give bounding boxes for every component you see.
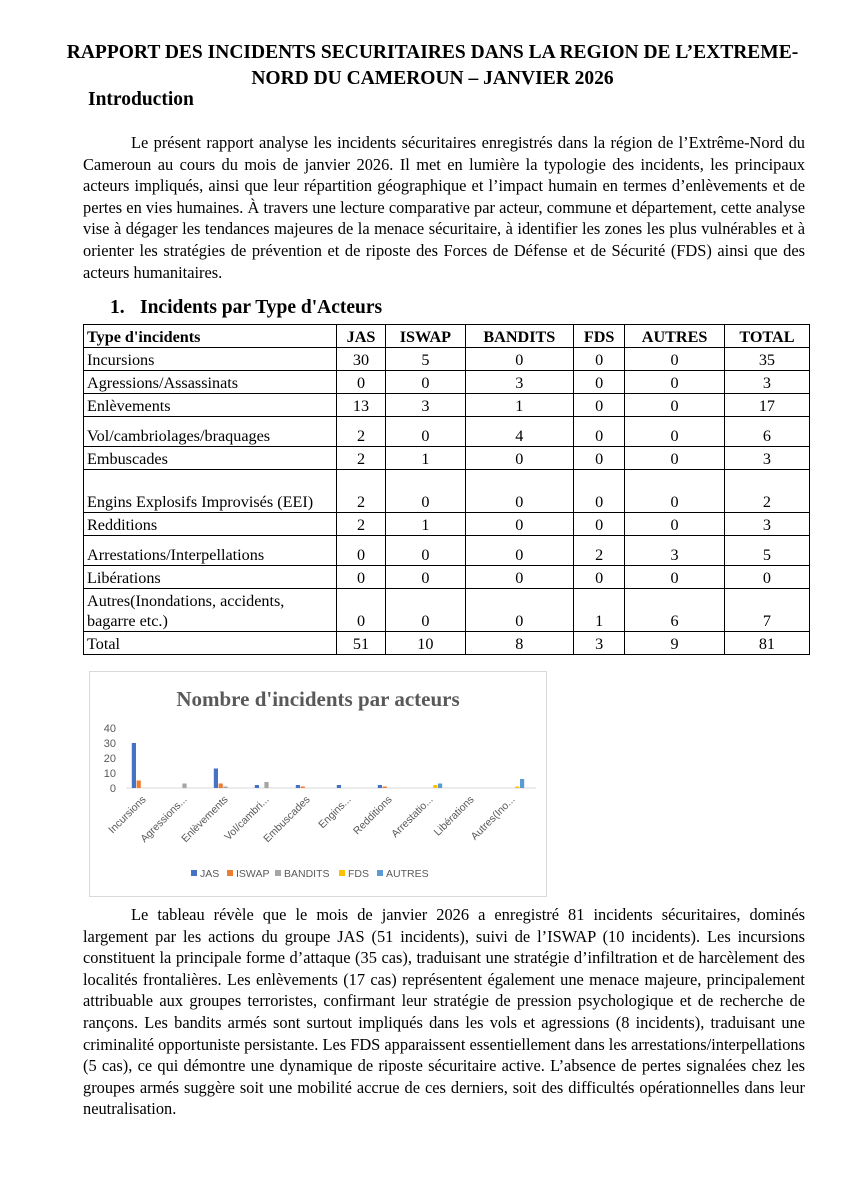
chart-title: Nombre d'incidents par acteurs xyxy=(176,687,460,711)
cell-total: 3 xyxy=(724,447,809,470)
cell-autres: 0 xyxy=(625,447,724,470)
cell-fds: 0 xyxy=(573,513,624,536)
report-title: RAPPORT DES INCIDENTS SECURITAIRES DANS LA REGION DE L’EXTREME-NORD DU CAMEROUN – JANVIER 2026 xyxy=(66,42,799,89)
cell-bandits: 0 xyxy=(465,348,573,371)
cell-bandits: 1 xyxy=(465,394,573,417)
cell-bandits: 0 xyxy=(465,513,573,536)
cell-jas: 2 xyxy=(337,447,386,470)
legend-swatch xyxy=(339,870,345,876)
row-label: Agressions/Assassinats xyxy=(84,371,337,394)
bar-bandits xyxy=(182,784,186,789)
bar-iswap xyxy=(301,787,305,789)
analysis-text: Le tableau révèle que le mois de janvier 2026 a enregistré 81 incidents sécuritaires, dominés largement par les actions du groupe JAS (51 incidents), suivi de l’ISWAP (10 incidents). Les incursions constituent la principale forme d’attaque (35 cas), traduisant une stratégie d’infiltration et de harcèlement des localités frontalières. Les enlèvements (17 cas) représentent également une menace majeure, principalement attribuable aux groupes terroristes, confirmant leur stratégie de pression psychologique et de recherche de rançons. Les bandits armés sont surtout impliqués dans les vols et agressions (8 incidents), traduisant une criminalité opportuniste persistante. Les FDS apparaissent essentiellement dans les arrestations/interpellations (5 cas), ce qui démontre une dynamique de riposte sécuritaire active. L’absence de pertes signalées chez les groupes armés suggère soit une mobilité accrue de ces derniers, soit des difficultés opérationnelles dans leur neutralisation. xyxy=(83,905,805,1119)
cell-jas: 13 xyxy=(337,394,386,417)
legend-swatch xyxy=(275,870,281,876)
x-tick-label: Autres(Ino... xyxy=(468,793,518,843)
cell-autres: 0 xyxy=(625,513,724,536)
row-label: Vol/cambriolages/braquages xyxy=(84,417,337,447)
header-fds: FDS xyxy=(573,325,624,348)
y-tick-label: 30 xyxy=(103,738,116,750)
table-row xyxy=(84,536,810,566)
x-tick-label: Incursions xyxy=(106,793,149,836)
bar-jas xyxy=(132,743,136,788)
bar-iswap xyxy=(137,781,141,789)
cell-bandits: 0 xyxy=(465,566,573,589)
cell-fds: 0 xyxy=(573,417,624,447)
table-row xyxy=(84,348,810,371)
cell-fds: 2 xyxy=(573,536,624,566)
cell-fds: 3 xyxy=(573,632,624,655)
row-label: Arrestations/Interpellations xyxy=(84,536,337,566)
chart-canvas xyxy=(90,672,546,896)
cell-fds: 0 xyxy=(573,371,624,394)
x-tick-label: Redditions xyxy=(351,793,395,838)
introduction-heading: Introduction xyxy=(88,89,194,110)
cell-autres: 9 xyxy=(625,632,724,655)
legend-swatch xyxy=(227,870,233,876)
cell-bandits: 8 xyxy=(465,632,573,655)
cell-autres: 0 xyxy=(625,417,724,447)
table-row xyxy=(84,589,810,632)
section-number: 1. xyxy=(110,297,125,318)
cell-jas: 0 xyxy=(337,371,386,394)
cell-total: 2 xyxy=(724,470,809,513)
row-label: Redditions xyxy=(84,513,337,536)
legend-swatch xyxy=(377,870,383,876)
cell-autres: 0 xyxy=(625,566,724,589)
bar-fds xyxy=(433,785,437,788)
y-tick-label: 10 xyxy=(103,768,116,780)
row-label: Embuscades xyxy=(84,447,337,470)
incidents-chart xyxy=(89,671,547,897)
x-tick-label: Vol/cambri... xyxy=(222,793,272,843)
cell-autres: 0 xyxy=(625,371,724,394)
table-row xyxy=(84,513,810,536)
cell-total: 81 xyxy=(724,632,809,655)
introduction-paragraph xyxy=(83,132,805,283)
x-tick-label: Embuscades xyxy=(261,793,313,846)
cell-fds: 0 xyxy=(573,566,624,589)
bar-autres xyxy=(520,779,524,788)
row-label: Enlèvements xyxy=(84,394,337,417)
y-tick-label: 40 xyxy=(103,723,116,735)
cell-jas: 0 xyxy=(337,536,386,566)
cell-fds: 0 xyxy=(573,470,624,513)
table-row xyxy=(84,394,810,417)
header-iswap: ISWAP xyxy=(386,325,466,348)
cell-autres: 6 xyxy=(625,589,724,632)
cell-total: 7 xyxy=(724,589,809,632)
cell-fds: 0 xyxy=(573,348,624,371)
cell-iswap: 1 xyxy=(386,513,466,536)
table-row xyxy=(84,417,810,447)
row-label: Autres(Inondations, accidents, bagarre etc.) xyxy=(84,589,337,632)
cell-jas: 0 xyxy=(337,566,386,589)
cell-bandits: 0 xyxy=(465,470,573,513)
cell-iswap: 0 xyxy=(386,566,466,589)
cell-iswap: 10 xyxy=(386,632,466,655)
cell-iswap: 0 xyxy=(386,536,466,566)
table-row xyxy=(84,447,810,470)
x-tick-label: Enlèvements xyxy=(179,793,231,846)
y-tick-label: 0 xyxy=(109,783,116,795)
bar-jas xyxy=(337,785,341,788)
legend-label: BANDITS xyxy=(284,868,330,880)
cell-autres: 3 xyxy=(625,536,724,566)
header-type: Type d'incidents xyxy=(84,325,337,348)
cell-total: 3 xyxy=(724,371,809,394)
cell-total: 5 xyxy=(724,536,809,566)
analysis-paragraph xyxy=(83,904,805,1120)
header-total: TOTAL xyxy=(724,325,809,348)
table-header-row xyxy=(84,325,810,348)
bar-bandits xyxy=(264,782,268,788)
x-tick-label: Libérations xyxy=(431,793,477,839)
legend-label: JAS xyxy=(200,868,220,880)
cell-bandits: 4 xyxy=(465,417,573,447)
legend-label: AUTRES xyxy=(386,868,429,880)
row-label: Total xyxy=(84,632,337,655)
cell-autres: 0 xyxy=(625,348,724,371)
row-label: Libérations xyxy=(84,566,337,589)
cell-total: 17 xyxy=(724,394,809,417)
cell-fds: 0 xyxy=(573,394,624,417)
introduction-text: Le présent rapport analyse les incidents sécuritaires enregistrés dans la région de l’Extrême-Nord du Cameroun au cours du mois de janvier 2026. Il met en lumière la typologie des incidents, les principaux acteurs impliqués, ainsi que leur répartition géographique et l’impact humain en termes d’enlèvements et de pertes en vies humaines. À travers une lecture comparative par acteur, commune et département, cette analyse vise à dégager les tendances majeures de la menace sécuritaire, à identifier les zones les plus vulnérables et à orienter les stratégies de prévention et de riposte des Forces de Défense et de Sécurité (FDS) ainsi que des acteurs humanitaires. xyxy=(83,133,805,282)
cell-bandits: 0 xyxy=(465,536,573,566)
cell-iswap: 0 xyxy=(386,371,466,394)
cell-iswap: 0 xyxy=(386,589,466,632)
cell-autres: 0 xyxy=(625,470,724,513)
cell-iswap: 3 xyxy=(386,394,466,417)
cell-bandits: 0 xyxy=(465,447,573,470)
cell-fds: 1 xyxy=(573,589,624,632)
cell-fds: 0 xyxy=(573,447,624,470)
bar-jas xyxy=(296,785,300,788)
bar-iswap xyxy=(219,784,223,789)
cell-iswap: 1 xyxy=(386,447,466,470)
bar-fds xyxy=(515,787,519,789)
cell-jas: 0 xyxy=(337,589,386,632)
bar-bandits xyxy=(223,787,227,789)
x-tick-label: Arrestatio... xyxy=(389,793,436,841)
legend-swatch xyxy=(191,870,197,876)
cell-total: 35 xyxy=(724,348,809,371)
bar-jas xyxy=(214,769,218,789)
cell-total: 3 xyxy=(724,513,809,536)
header-jas: JAS xyxy=(337,325,386,348)
cell-autres: 0 xyxy=(625,394,724,417)
cell-iswap: 0 xyxy=(386,470,466,513)
x-tick-label: Agressions... xyxy=(138,793,190,846)
x-tick-label: Engins... xyxy=(316,793,354,832)
cell-bandits: 0 xyxy=(465,589,573,632)
header-bandits: BANDITS xyxy=(465,325,573,348)
incidents-table xyxy=(83,324,810,655)
section-1-heading xyxy=(110,297,382,319)
section-title: Incidents par Type d'Acteurs xyxy=(140,297,383,318)
row-label: Engins Explosifs Improvisés (EEI) xyxy=(84,470,337,513)
table-row xyxy=(84,566,810,589)
cell-total: 6 xyxy=(724,417,809,447)
table-total-row xyxy=(84,632,810,655)
cell-jas: 2 xyxy=(337,417,386,447)
bar-iswap xyxy=(383,787,387,789)
bar-jas xyxy=(378,785,382,788)
cell-jas: 51 xyxy=(337,632,386,655)
header-autres: AUTRES xyxy=(625,325,724,348)
cell-iswap: 0 xyxy=(386,417,466,447)
legend-label: FDS xyxy=(348,868,369,880)
cell-jas: 30 xyxy=(337,348,386,371)
cell-iswap: 5 xyxy=(386,348,466,371)
cell-bandits: 3 xyxy=(465,371,573,394)
table-row xyxy=(84,470,810,513)
cell-jas: 2 xyxy=(337,513,386,536)
row-label: Incursions xyxy=(84,348,337,371)
cell-total: 0 xyxy=(724,566,809,589)
legend-label: ISWAP xyxy=(236,868,270,880)
table-row xyxy=(84,371,810,394)
y-tick-label: 20 xyxy=(103,753,116,765)
bar-jas xyxy=(255,785,259,788)
cell-jas: 2 xyxy=(337,470,386,513)
bar-autres xyxy=(438,784,442,789)
